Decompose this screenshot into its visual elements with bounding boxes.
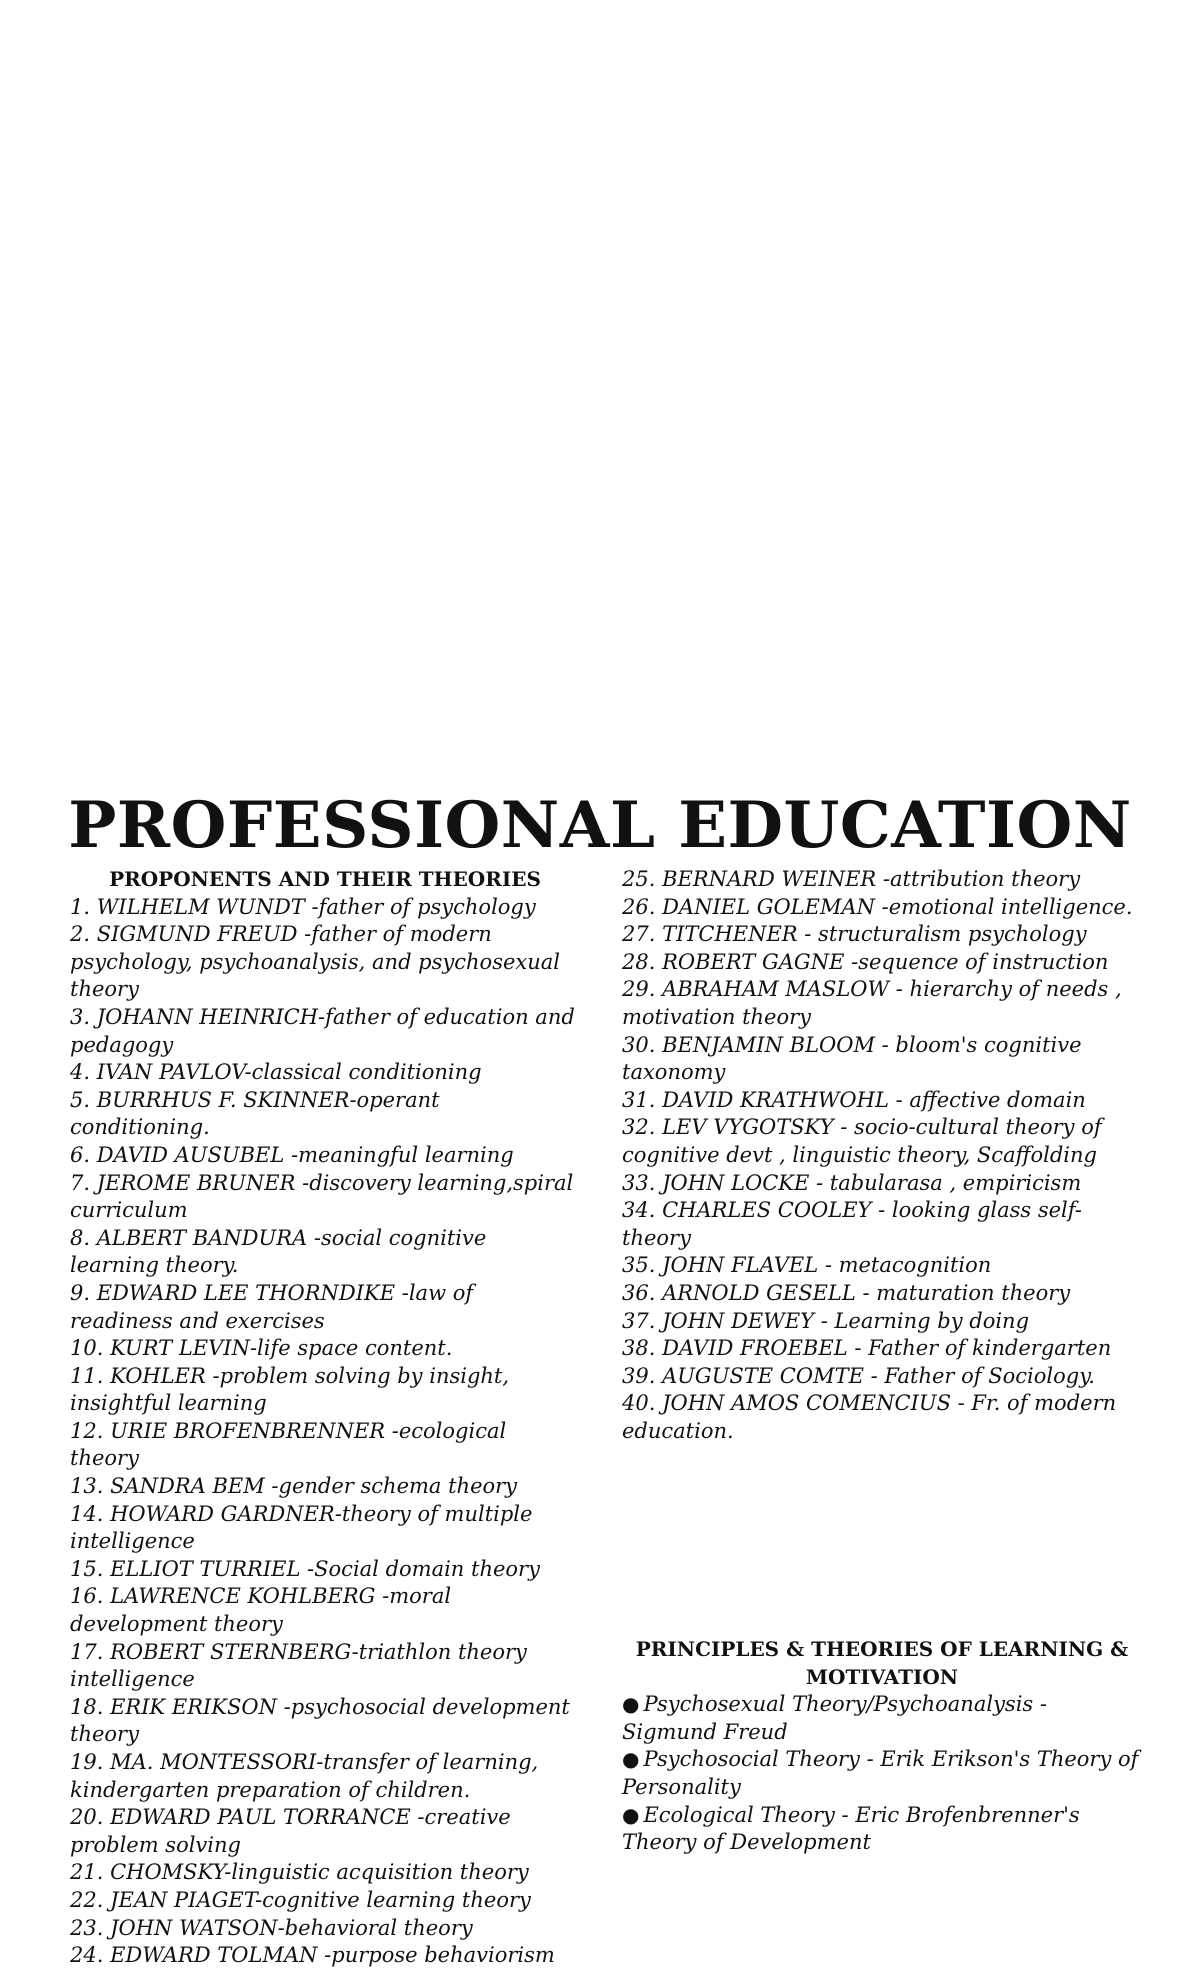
list-item: 3. JOHANN HEINRICH-father of education and pedagogy — [70, 1004, 575, 1057]
list-item: 32. LEV VYGOTSKY - socio-cultural theory of cognitive devt , linguistic theory, Scaffolding — [622, 1115, 1102, 1167]
bullet-icon: ● — [622, 1747, 640, 1772]
page-title: PROFESSIONAL EDUCATION — [68, 788, 1132, 863]
list-item: 27. TITCHENER - structuralism psychology — [622, 922, 1087, 947]
list-item: 18. ERIK ERIKSON -psychosocial development theory — [70, 1694, 570, 1747]
principle-item — [622, 1746, 1142, 1801]
list-item: 16. LAWRENCE KOHLBERG -moral development theory — [70, 1584, 452, 1637]
list-item: 28. ROBERT GAGNE -sequence of instruction — [622, 949, 1109, 974]
list-item: 39. AUGUSTE COMTE - Father of Sociology. — [622, 1363, 1095, 1388]
list-item: 15. ELLIOT TURRIEL -Social domain theory — [70, 1556, 540, 1581]
principle-text: Psychosocial Theory - Erik Erikson's Theory of Personality — [622, 1747, 1139, 1799]
list-item: 24. EDWARD TOLMAN -purpose behaviorism — [70, 1943, 555, 1968]
list-item: 20. EDWARD PAUL TORRANCE -creative problem solving — [70, 1805, 511, 1857]
list-item: 38. DAVID FROEBEL - Father of kindergarten — [622, 1336, 1112, 1361]
list-item: 2. SIGMUND FREUD -father of modern psychology, psychoanalysis, and psychosexual theory — [70, 922, 561, 1002]
list-item: 17. ROBERT STERNBERG-triathlon theory intelligence — [70, 1639, 527, 1692]
list-item: 7. JEROME BRUNER -discovery learning,spiral curriculum — [70, 1170, 574, 1223]
principle-item — [622, 1802, 1142, 1857]
list-item: 14. HOWARD GARDNER-theory of multiple intelligence — [70, 1501, 533, 1554]
principles-heading: PRINCIPLES & THEORIES OF LEARNING & MOTIVATION — [635, 1637, 1129, 1689]
list-item: 36. ARNOLD GESELL - maturation theory — [622, 1280, 1071, 1305]
list-item: 4. IVAN PAVLOV-classical conditioning — [70, 1060, 482, 1085]
list-item: 35. JOHN FLAVEL - metacognition — [622, 1253, 992, 1278]
proponents-left-column — [70, 866, 580, 1970]
list-item: 29. ABRAHAM MASLOW - hierarchy of needs , motivation theory — [622, 977, 1122, 1029]
list-item: 25. BERNARD WEINER -attribution theory — [622, 867, 1081, 891]
proponents-right-column — [622, 866, 1142, 1445]
principles-section — [622, 1636, 1142, 1857]
list-item: 8. ALBERT BANDURA -social cognitive learning theory. — [70, 1225, 487, 1278]
bullet-icon: ● — [622, 1802, 640, 1827]
principle-item — [622, 1691, 1142, 1746]
list-item: 31. DAVID KRATHWOHL - affective domain — [622, 1087, 1086, 1112]
list-item: 19. MA. MONTESSORI-transfer of learning, kindergarten preparation of children. — [70, 1750, 539, 1802]
principle-text: Psychosexual Theory/Psychoanalysis - Sigmund Freud — [622, 1692, 1047, 1744]
list-item: 10. KURT LEVIN-life space content. — [70, 1336, 453, 1361]
list-item: 37. JOHN DEWEY - Learning by doing — [622, 1308, 1030, 1333]
list-item: 12. URIE BROFENBRENNER -ecological theory — [70, 1418, 507, 1471]
list-item: 1. WILHELM WUNDT -father of psychology — [70, 894, 536, 919]
list-item: 11. KOHLER -problem solving by insight, insightful learning — [70, 1363, 510, 1416]
list-item: 34. CHARLES COOLEY - looking glass self-theory — [622, 1198, 1082, 1250]
bullet-icon: ● — [622, 1692, 640, 1717]
proponents-heading: PROPONENTS AND THEIR THEORIES — [109, 867, 541, 891]
list-item: 22. JEAN PIAGET-cognitive learning theory — [70, 1887, 531, 1912]
list-item: 26. DANIEL GOLEMAN -emotional intelligence. — [622, 894, 1133, 919]
list-item: 6. DAVID AUSUBEL -meaningful learning — [70, 1142, 514, 1167]
list-item: 33. JOHN LOCKE - tabularasa , empiricism — [622, 1170, 1082, 1195]
list-item: 5. BURRHUS F. SKINNER-operant conditioning. — [70, 1087, 440, 1140]
list-item: 23. JOHN WATSON-behavioral theory — [70, 1915, 473, 1940]
principle-text: Ecological Theory - Eric Brofenbrenner's Theory of Development — [622, 1802, 1080, 1855]
list-item: 9. EDWARD LEE THORNDIKE -law of readiness and exercises — [70, 1280, 474, 1333]
list-item: 40. JOHN AMOS COMENCIUS - Fr. of modern education. — [622, 1391, 1117, 1443]
list-item: 13. SANDRA BEM -gender schema theory — [70, 1474, 518, 1499]
list-item: 21. CHOMSKY-linguistic acquisition theory — [70, 1860, 529, 1885]
list-item: 30. BENJAMIN BLOOM - bloom's cognitive taxonomy — [622, 1032, 1082, 1085]
